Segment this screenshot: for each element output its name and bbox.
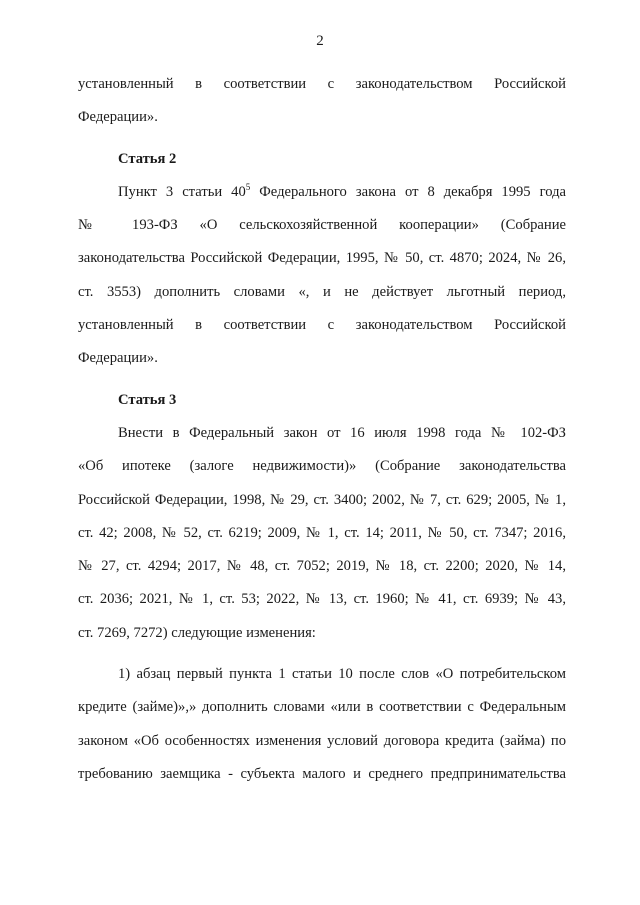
paragraph-line: установленный в соответствии с законодательством Российской: [78, 317, 566, 334]
paragraph-line: Федерации».: [78, 350, 158, 367]
document-body: [78, 68, 566, 791]
paragraph-line: Российской Федерации, 1998, № 29, ст. 3400; 2002, № 7, ст. 629; 2005, № 1,: [78, 491, 566, 508]
paragraph-line: установленный в соответствии с законодательством Российской: [78, 76, 566, 92]
paragraph-line: ст. 7269, 7272) следующие изменения:: [78, 624, 316, 641]
paragraph-line: № 193-ФЗ «О сельскохозяйственной кооперации» (Собрание: [78, 217, 566, 234]
paragraph-line: ст. 42; 2008, № 52, ст. 6219; 2009, № 1, ст. 14; 2011, № 50, ст. 7347; 2016,: [78, 524, 566, 541]
paragraph-line: Внести в Федеральный закон от 16 июля 1998 года № 102-ФЗ: [118, 424, 566, 441]
paragraph-line: «Об ипотеке (залоге недвижимости)» (Собрание законодательства: [78, 458, 566, 475]
superscript: 5: [245, 181, 251, 192]
page-number: 2: [316, 33, 324, 49]
paragraph-line: Пункт 3 статьи $40^5$ Федерального закона от 8 декабря 1995 года: [118, 181, 566, 200]
paragraph-line: ст. 3553) дополнить словами «, и не действует льготный период,: [78, 283, 566, 300]
list-item-line: законом «Об особенностях изменения условий договора кредита (займа) по: [78, 732, 566, 749]
article-heading: Статья 2: [118, 150, 177, 167]
list-item-line: кредите (займе)»,» дополнить словами «или в соответствии с Федеральным: [78, 699, 566, 716]
paragraph-line: № 27, ст. 4294; 2017, № 48, ст. 7052; 2019, № 18, ст. 2200; 2020, № 14,: [78, 558, 566, 575]
list-item-line: требованию заемщика - субъекта малого и среднего предпринимательства: [78, 765, 566, 782]
paragraph-line: законодательства Российской Федерации, 1995, № 50, ст. 4870; 2024, № 26,: [78, 250, 566, 267]
list-item-line: 1) абзац первый пункта 1 статьи 10 после слов «О потребительском: [118, 666, 566, 683]
paragraph-line: Федерации».: [78, 109, 158, 126]
paragraph-line: ст. 2036; 2021, № 1, ст. 53; 2022, № 13, ст. 1960; № 41, ст. 6939; № 43,: [78, 591, 566, 608]
article-heading: Статья 3: [118, 391, 177, 408]
